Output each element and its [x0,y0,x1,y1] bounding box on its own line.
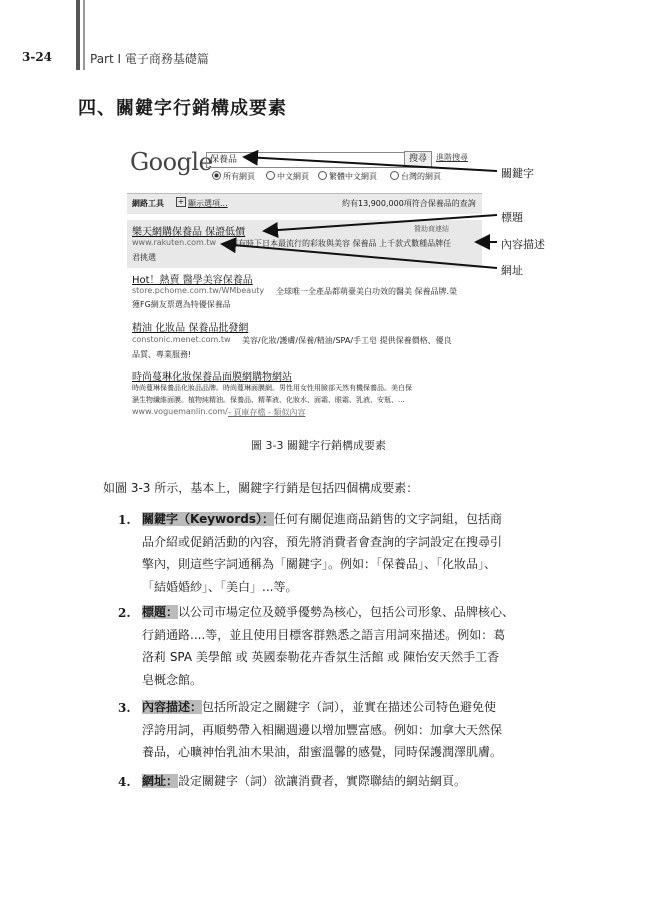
item-line: 擎內，則這些字詞通稱為「關鍵字」。例如：「保養品」、「化妝品」、 [142,557,497,571]
callout-url: 網址 [501,264,523,277]
radio-taiwan: 台灣的網頁 [390,171,441,182]
sponsored-label: 贊助商連結 [414,225,449,233]
result-desc: 擁有時下日本最流行的彩妝與美容 保養品 上千款式數種品牌任 [230,239,452,248]
item-line: 以公司市場定位及競爭優勢為核心，包括公司形象、品牌核心、 [178,605,515,619]
item-number: 4. [118,775,131,789]
result-url: www.voguemanlin.com/ [132,407,228,416]
item-line: 養品，心曠神怡乳油木果油，甜蜜溫馨的感覺，同時保護潤澤肌膚。 [142,745,503,759]
result-desc: 全球唯一全產品都萌臺美白功效的醫美 保養品牌.榮 [276,287,458,296]
item-line: 包括所設定之關鍵字（詞），並實在描述公司特色避免使 [202,700,497,714]
tools-label: 網路工具 [132,199,164,208]
list-item [142,508,542,598]
item-number: 2. [118,606,131,620]
item-line: 「結婚婚紗」、「美白」...等。 [142,579,298,594]
item-line: 品介紹或促銷活動的內容，預先將消費者會查詢的字詞設定在搜尋引 [142,534,503,549]
result-count: 約有13,900,000項符合保養品的查詢 [342,199,476,208]
arrow-title [264,215,497,231]
arrow-url [222,244,497,268]
callout-keyword: 關鍵字 [501,167,534,180]
result-desc: 品質、專業服務! [132,350,192,359]
item-line: 浮誇用詞，再順勢帶入相關週邊以增加豐富感。例如：加拿大天然保 [142,722,503,737]
item-line: 皂概念館。 [142,672,203,687]
section-title: 四、關鍵字行銷構成要素 [78,98,287,119]
item-number: 3. [118,701,131,715]
radio-all: 所有網頁 [212,171,255,182]
result-url: constonic.menet.com.tw [132,335,231,344]
item-line: 洛莉 SPA 美學館 或 英國泰勒花卉香氛生活館 或 陳怡安天然手工香 [142,650,500,664]
list-item [142,770,542,793]
result-desc: 濕生物纖維面膜。植物純精油。保養品、精華液、化妝水、面霜、眼霜、乳液、安瓶、... [132,396,405,404]
search-button: 搜尋 [404,151,432,168]
radio-traditional: 繁體中文網頁 [318,171,377,182]
result-desc: 美容/化妝/護膚/保養/精油/SPA/手工皂 提供保養價格、優良 [242,336,452,345]
google-logo: Google [130,148,213,176]
result-desc: 獲FG網友票選為特優保養品 [132,300,231,309]
item-line: 設定關鍵字（詞）欲讓消費者，實際聯結的網站網頁。 [178,774,467,788]
radio-chinese: 中文網頁 [266,171,309,182]
result-url: www.rakuten.com.tw [132,238,217,247]
item-number: 1. [118,513,131,527]
show-options-link: 顯示選項... [188,199,228,208]
plus-icon: + [177,197,185,206]
result-title: 時尚蔓琳化妝保養品面膜網購物網站 [132,372,292,383]
arrow-keyword [244,157,497,171]
list-item [142,696,542,764]
list-item [142,601,542,691]
item-term: 關鍵字（Keywords）： [142,512,275,526]
result-desc: 時尚蔓琳保養品化妝品品牌。時尚蔓琳面膜網。男性用女性用臉部天然有機保養品。美白保 [132,384,412,392]
result-title: Hot！熱賣 醫學美容保養品 [132,275,253,286]
figure-caption: 圖 3-3 關鍵字行銷構成要素 [251,439,386,452]
result-title: 樂天網購保養品 保證低價 [132,227,246,238]
result-url: store.pchome.com.tw/WMbeauty [132,286,265,295]
item-term: 內容描述： [142,700,203,714]
item-term: 標題： [142,605,179,619]
result-title: 精油 化妝品 保養品批發網 [132,323,249,334]
result-links: - 頁庫存檔 - 類似內容 [228,408,306,417]
callout-desc: 內容描述 [501,238,545,251]
callout-title: 標題 [501,211,523,224]
page-number: 3-24 [22,50,53,64]
result-desc: 君挑選 [132,253,156,262]
intro-paragraph: 如圖 3-3 所示，基本上，關鍵字行銷是包括四個構成要素： [103,481,419,495]
advanced-search-link: 進階搜尋 [436,153,468,162]
search-query-box: 保養品 [206,152,405,168]
item-line: 行銷通路....等，並且使用目標客群熟悉之語言用詞來描述。例如：葛 [142,627,506,642]
item-term: 網址： [142,774,179,788]
item-line: 任何有關促進商品銷售的文字詞組，包括商 [274,512,503,526]
running-head: Part I 電子商務基礎篇 [90,52,209,66]
